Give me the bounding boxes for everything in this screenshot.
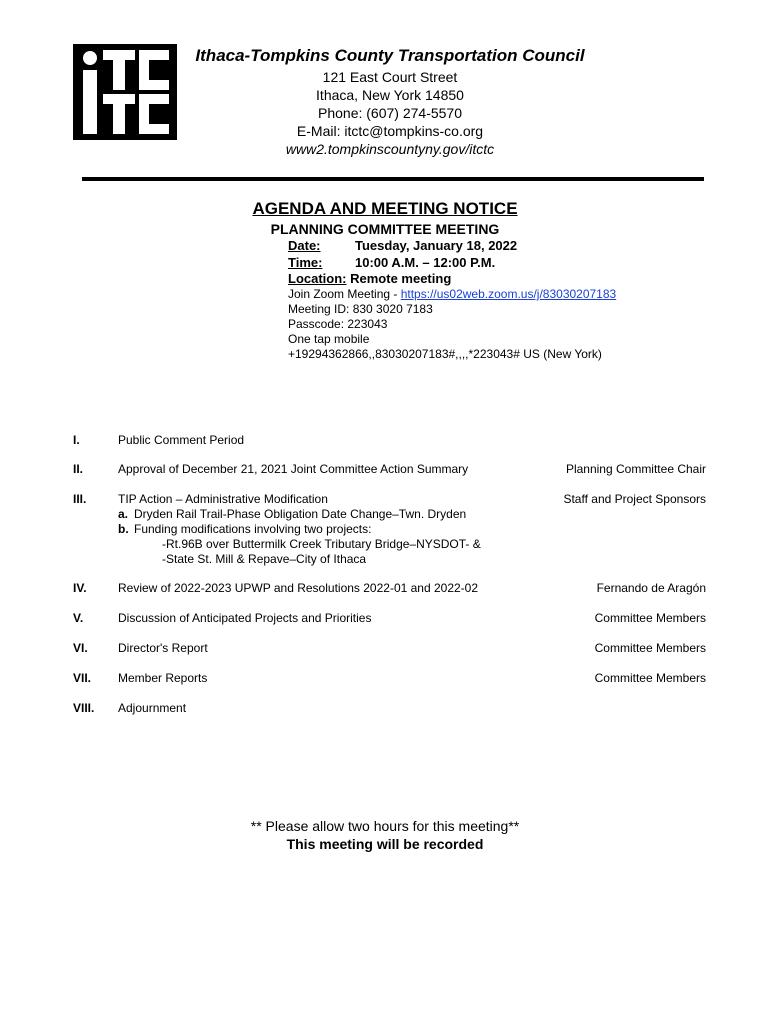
agenda-text: TIP Action – Administrative Modification [118, 492, 328, 506]
address-line-1: 121 East Court Street [322, 69, 458, 85]
agenda-presenter: Planning Committee Chair [565, 462, 706, 476]
agenda-presenter: Committee Members [594, 611, 706, 625]
location-value: Remote meeting [350, 271, 452, 286]
agenda-number: VI. [73, 641, 88, 655]
agenda-number: VII. [73, 671, 92, 685]
agenda-text: Adjournment [118, 701, 187, 715]
agenda-number: VIII. [73, 701, 95, 715]
agenda-text: Review of 2022-2023 UPWP and Resolutions 2022-01 and 2022-02 [118, 581, 479, 595]
org-name: Ithaca-Tompkins County Transportation Council [195, 46, 585, 65]
zoom-prefix: Join Zoom Meeting - [288, 287, 401, 301]
agenda-text: Discussion of Anticipated Projects and Priorities [118, 611, 372, 625]
agenda-subitem-a [118, 507, 466, 521]
date-label: Date: [288, 238, 321, 253]
phone-line: Phone: (607) 274-5570 [318, 105, 462, 121]
recording-note: This meeting will be recorded [286, 836, 484, 852]
website-line: www2.tompkinscountyny.gov/itctc [285, 141, 495, 157]
meeting-time [288, 255, 495, 270]
meeting-id: Meeting ID: 830 3020 7183 [288, 302, 433, 316]
agenda-subsubitem-1: -Rt.96B over Buttermilk Creek Tributary Bridge–NYSDOT- & [162, 537, 481, 551]
time-value: 10:00 A.M. – 12:00 P.M. [355, 255, 496, 270]
one-tap-number: +19294362866,,83030207183#,,,,*223043# US (New York) [288, 347, 602, 361]
agenda-presenter: Staff and Project Sponsors [563, 492, 706, 506]
agenda-text: Member Reports [118, 671, 208, 685]
duration-note: ** Please allow two hours for this meeting** [250, 818, 520, 834]
agenda-number: IV. [73, 581, 87, 595]
meeting-date [288, 238, 517, 253]
zoom-join-line [288, 287, 616, 302]
agenda-text: Director's Report [118, 641, 208, 655]
agenda-number: V. [73, 611, 84, 625]
time-label: Time: [288, 255, 323, 270]
agenda-text: Public Comment Period [118, 433, 245, 447]
subitem-text: Dryden Rail Trail-Phase Obligation Date Change–Twn. Dryden [134, 507, 467, 521]
agenda-text: Approval of December 21, 2021 Joint Committee Action Summary [118, 462, 469, 476]
agenda-presenter: Committee Members [594, 671, 706, 685]
agenda-presenter: Committee Members [594, 641, 706, 655]
date-value: Tuesday, January 18, 2022 [355, 238, 518, 253]
meeting-location [288, 271, 451, 286]
agenda-number: I. [73, 433, 80, 447]
zoom-link[interactable]: https://us02web.zoom.us/j/83030207183 [400, 287, 617, 301]
itctc-logo [73, 44, 177, 140]
notice-subtitle: PLANNING COMMITTEE MEETING [270, 221, 500, 237]
header-divider [82, 177, 704, 181]
agenda-number: II. [73, 462, 84, 476]
passcode: Passcode: 223043 [288, 317, 388, 331]
agenda-presenter: Fernando de Aragón [596, 581, 706, 595]
agenda-subsubitem-2: -State St. Mill & Repave–City of Ithaca [162, 552, 367, 566]
location-label: Location: [288, 271, 347, 286]
address-line-2: Ithaca, New York 14850 [316, 87, 464, 103]
email-line: E-Mail: itctc@tompkins-co.org [296, 123, 484, 139]
agenda-number: III. [73, 492, 87, 506]
agenda-subitem-b [118, 522, 371, 536]
subitem-label: b. [118, 522, 129, 536]
subitem-label: a. [118, 507, 129, 521]
notice-title: AGENDA AND MEETING NOTICE [252, 199, 518, 218]
subitem-text: Funding modifications involving two projects: [134, 522, 372, 536]
one-tap-label: One tap mobile [288, 332, 370, 346]
